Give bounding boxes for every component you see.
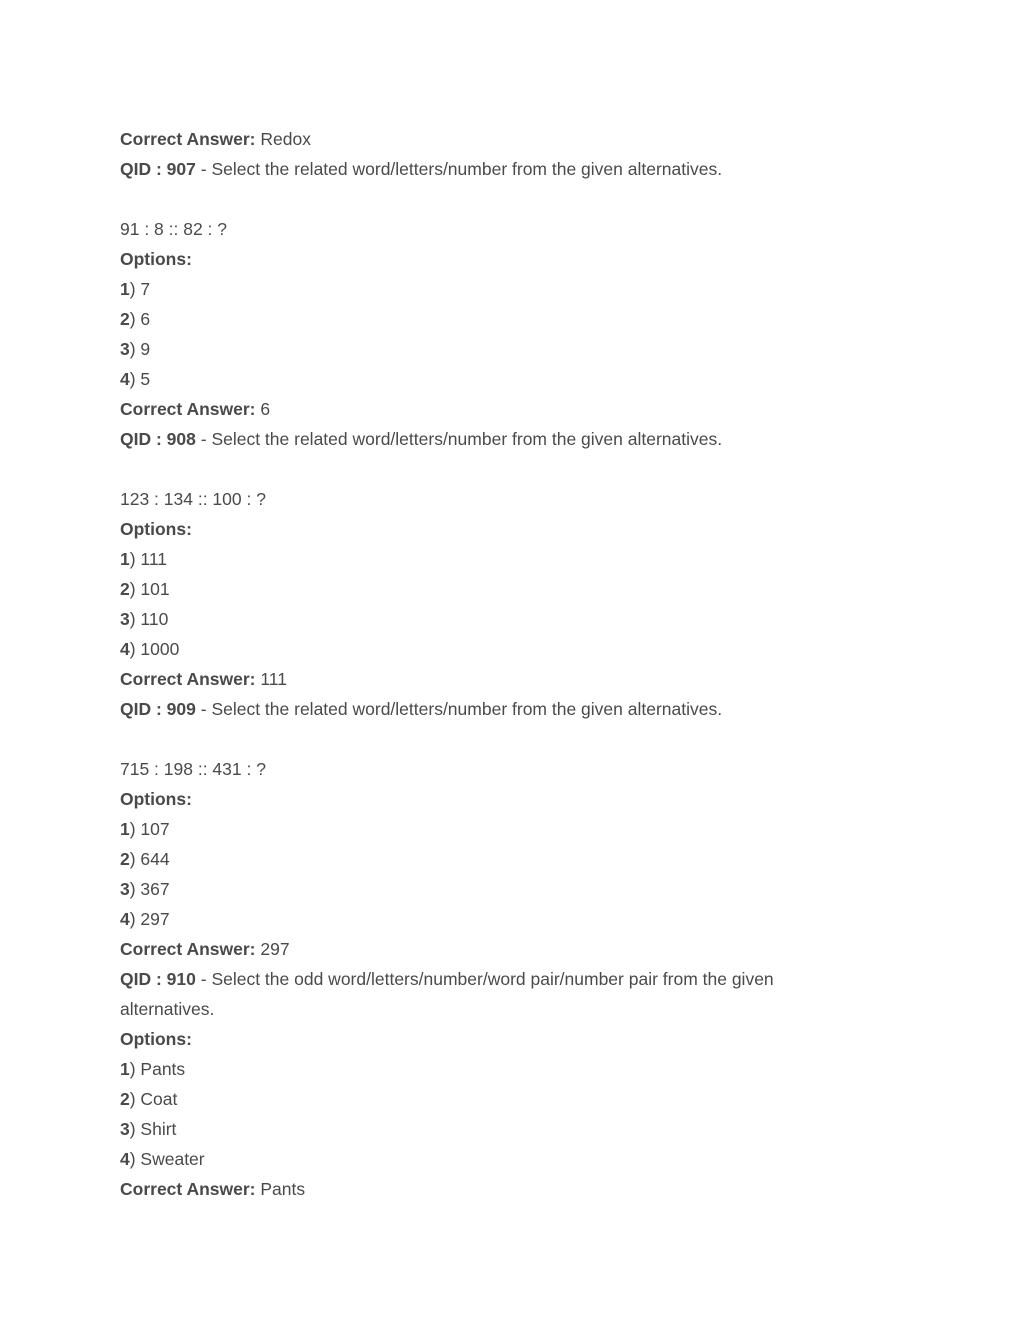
correct-answer-line	[120, 124, 840, 154]
question-header-909	[120, 694, 840, 724]
correct-answer-value: 111	[260, 669, 287, 689]
option-text: ) 297	[129, 909, 170, 929]
option-number: 3	[120, 609, 130, 629]
correct-answer-label: Correct Answer:	[120, 669, 256, 689]
option-item	[120, 844, 840, 874]
option-number: 4	[120, 1149, 130, 1169]
question-problem: 715 : 198 :: 431 : ?	[120, 759, 266, 779]
option-text: ) 111	[129, 549, 168, 569]
option-item	[120, 334, 840, 364]
option-text: ) 101	[129, 579, 170, 599]
options-heading	[120, 1024, 840, 1054]
options-heading	[120, 514, 840, 544]
correct-answer-label: Correct Answer:	[120, 939, 256, 959]
correct-answer-line	[120, 934, 840, 964]
option-item	[120, 904, 840, 934]
spacer	[120, 724, 840, 754]
option-number: 4	[120, 909, 130, 929]
question-text: Select the related word/letters/number from the given alternatives.	[211, 429, 723, 449]
qid-label: QID : 907	[120, 159, 196, 179]
question-text: Select the odd word/letters/number/word pair/number pair from the given alternatives.	[120, 969, 774, 1019]
question-header-910	[120, 964, 840, 1024]
option-text: ) Coat	[129, 1089, 178, 1109]
qid-label: QID : 910	[120, 969, 196, 989]
option-number: 4	[120, 369, 130, 389]
option-number: 3	[120, 879, 130, 899]
option-item	[120, 874, 840, 904]
option-text: ) Shirt	[129, 1119, 177, 1139]
option-number: 1	[120, 549, 130, 569]
option-item	[120, 1054, 840, 1084]
option-number: 2	[120, 579, 130, 599]
correct-answer-line	[120, 1174, 840, 1204]
correct-answer-label: Correct Answer:	[120, 399, 256, 419]
correct-answer-value: 297	[260, 939, 290, 959]
options-label: Options:	[120, 789, 192, 809]
option-item	[120, 634, 840, 664]
question-text: Select the related word/letters/number from the given alternatives.	[211, 159, 723, 179]
correct-answer-value: 6	[260, 399, 271, 419]
question-problem: 91 : 8 :: 82 : ?	[120, 219, 228, 239]
option-text: ) 9	[129, 339, 151, 359]
correct-answer-value: Pants	[260, 1179, 306, 1199]
qid-separator: -	[195, 699, 212, 719]
option-text: ) 367	[129, 879, 170, 899]
options-heading	[120, 784, 840, 814]
question-header-908	[120, 424, 840, 454]
options-heading	[120, 244, 840, 274]
qid-label: QID : 908	[120, 429, 196, 449]
option-item	[120, 814, 840, 844]
option-item	[120, 1114, 840, 1144]
option-number: 3	[120, 1119, 130, 1139]
option-number: 1	[120, 819, 130, 839]
option-number: 4	[120, 639, 130, 659]
option-text: ) 7	[129, 279, 151, 299]
option-item	[120, 1144, 840, 1174]
option-text: ) Sweater	[129, 1149, 205, 1169]
option-text: ) Pants	[129, 1059, 186, 1079]
option-item	[120, 274, 840, 304]
option-item	[120, 304, 840, 334]
option-text: ) 1000	[129, 639, 180, 659]
question-text: Select the related word/letters/number from the given alternatives.	[211, 699, 723, 719]
qid-separator: -	[195, 159, 212, 179]
option-number: 3	[120, 339, 130, 359]
option-number: 2	[120, 1089, 130, 1109]
document-page	[120, 124, 840, 1204]
options-label: Options:	[120, 519, 192, 539]
option-item	[120, 1084, 840, 1114]
option-item	[120, 544, 840, 574]
option-number: 2	[120, 309, 130, 329]
options-label: Options:	[120, 249, 192, 269]
options-label: Options:	[120, 1029, 192, 1049]
option-text: ) 110	[129, 609, 169, 629]
option-item	[120, 364, 840, 394]
correct-answer-label: Correct Answer:	[120, 129, 256, 149]
option-text: ) 107	[129, 819, 170, 839]
spacer	[120, 184, 840, 214]
option-text: ) 5	[129, 369, 151, 389]
option-item	[120, 604, 840, 634]
qid-separator: -	[195, 969, 212, 989]
option-text: ) 6	[129, 309, 151, 329]
option-number: 2	[120, 849, 130, 869]
question-problem: 123 : 134 :: 100 : ?	[120, 489, 266, 509]
correct-answer-value: Redox	[260, 129, 311, 149]
option-number: 1	[120, 1059, 130, 1079]
option-number: 1	[120, 279, 130, 299]
correct-answer-line	[120, 664, 840, 694]
option-text: ) 644	[129, 849, 170, 869]
question-header-907	[120, 154, 840, 184]
qid-label: QID : 909	[120, 699, 196, 719]
correct-answer-line	[120, 394, 840, 424]
qid-separator: -	[195, 429, 212, 449]
spacer	[120, 454, 840, 484]
correct-answer-label: Correct Answer:	[120, 1179, 256, 1199]
option-item	[120, 574, 840, 604]
